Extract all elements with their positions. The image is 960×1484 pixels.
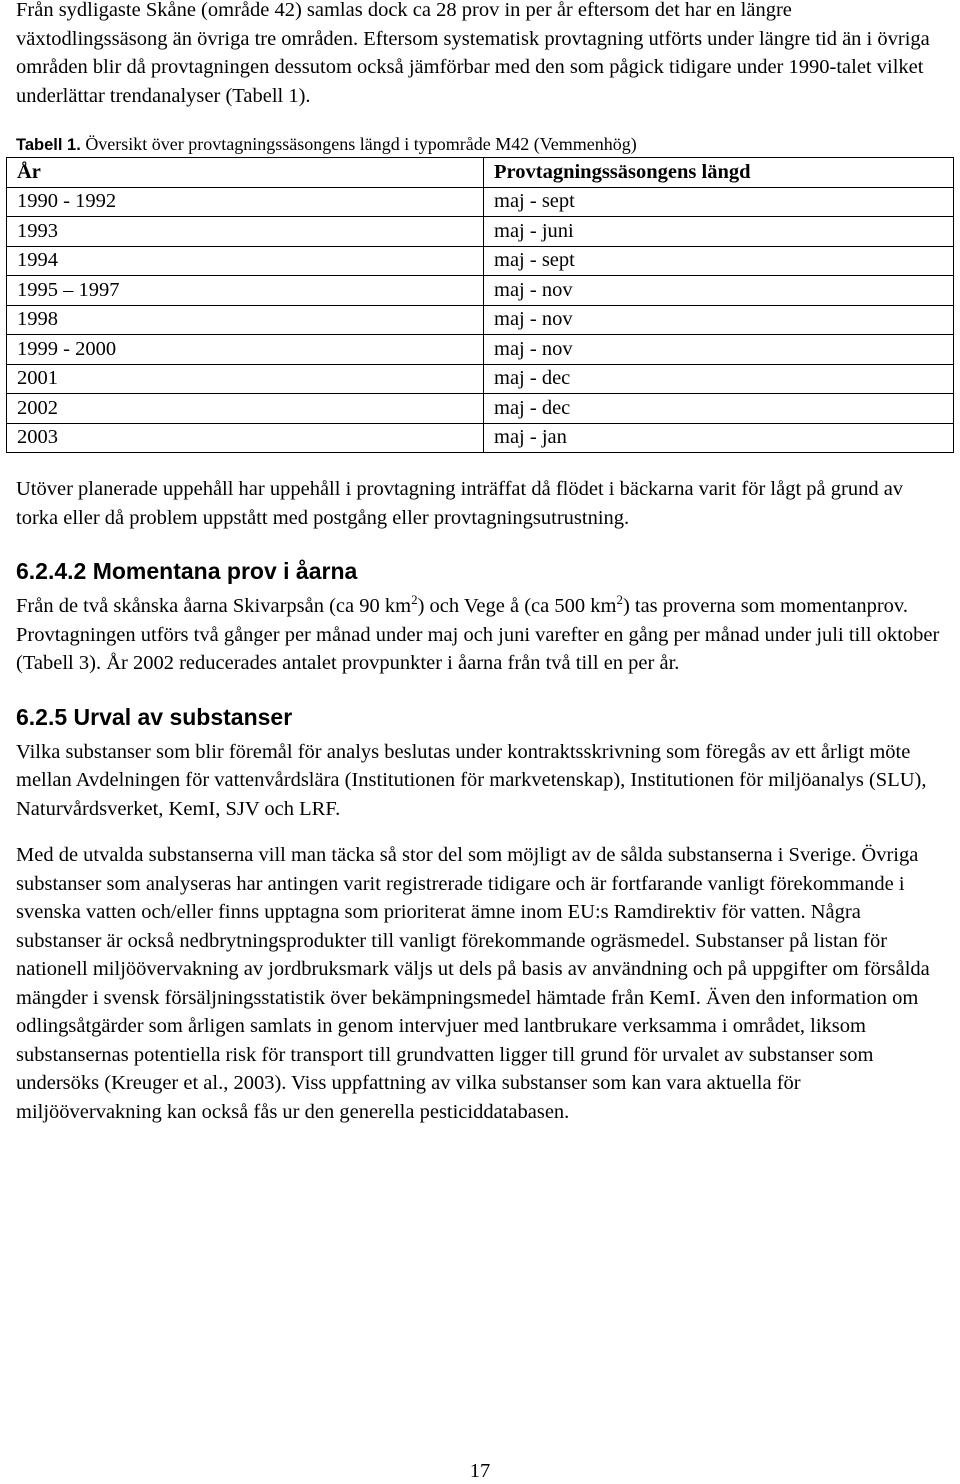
season-cell: maj - nov — [484, 276, 954, 306]
interruptions-paragraph: Utöver planerade uppehåll har uppehåll i provtagning inträffat då flödet i bäckarna varit för lågt på grund av torka eller då problem uppstått med postgång eller provtagningsutrustning. — [16, 478, 904, 529]
year-cell: 1993 — [7, 217, 484, 247]
header-season-length: Provtagningssäsongens längd — [484, 158, 954, 188]
section-heading-6-2-4-2: 6.2.4.2 Momentana prov i åarna — [16, 558, 358, 584]
season-cell: maj - dec — [484, 364, 954, 394]
table-row — [7, 364, 954, 394]
season-cell: maj - sept — [484, 246, 954, 276]
year-cell: 1990 - 1992 — [7, 187, 484, 217]
season-cell: maj - sept — [484, 187, 954, 217]
text-span: ) tas proverna som momentanprov. Provtagningen utförs två gånger per månad under maj och juni varefter en gång per månad under juli till oktober (Tabell 3). År 2002 reducerades antalet provpunkter i åarna från två till en per år. — [16, 595, 940, 674]
season-cell: maj - nov — [484, 305, 954, 335]
substance-selection-paragraph-2: Med de utvalda substanserna vill man täcka så stor del som möjligt av de sålda substanserna i Sverige. Övriga substanser som analyseras har antingen varit registrerade tidigare och är fortfarande vanligt förekommande i svenska vatten och/eller finns upptagna som prioriterat ämne inom EU:s Ramdirektiv för vatten. Några substanser är också nedbrytningsprodukter till vanligt förekommande ogräsmedel. Substanser på listan för nationell miljöövervakning av jordbruksmark väljs ut dels på basis av användning och på uppgifter om försålda mängder i svensk försäljningsstatistik över bekämpningsmedel hämtade från KemI. Även den information om odlingsåtgärder som årligen samlats in genom intervjuer med lantbrukare verksamma i området, liksom substansernas potentiella risk för transport till grundvatten ligger till grund för urvalet av substanser som undersöks (Kreuger et al., 2003). Viss uppfattning av vilka substanser som kan vara aktuella för miljöövervakning kan också fås ur den generella pesticiddatabasen. — [16, 844, 930, 1123]
table-caption-text: Översikt över provtagningssäsongens längd i typområde M42 (Vemmenhög) — [80, 134, 637, 154]
superscript: 2 — [411, 592, 418, 608]
year-cell: 1999 - 2000 — [7, 335, 484, 365]
year-cell: 1998 — [7, 305, 484, 335]
year-cell: 2002 — [7, 394, 484, 424]
table-header-row — [7, 158, 954, 188]
table-row — [7, 394, 954, 424]
table-caption-label: Tabell 1. — [16, 136, 81, 154]
season-cell: maj - dec — [484, 394, 954, 424]
page-number: 17 — [469, 1460, 491, 1482]
year-cell: 2003 — [7, 423, 484, 453]
superscript: 2 — [616, 592, 623, 608]
season-cell: maj - jan — [484, 423, 954, 453]
table-row — [7, 335, 954, 365]
season-cell: maj - nov — [484, 335, 954, 365]
table-row — [7, 187, 954, 217]
momentary-samples-paragraph — [16, 592, 946, 678]
table-row — [7, 276, 954, 306]
year-cell: 2001 — [7, 364, 484, 394]
table-row — [7, 305, 954, 335]
section-heading-6-2-5: 6.2.5 Urval av substanser — [16, 703, 293, 730]
year-cell: 1995 – 1997 — [7, 276, 484, 306]
intro-paragraph: Från sydligaste Skåne (område 42) samlas dock ca 28 prov in per år eftersom det har en längre växtodlingssäsong än övriga tre områden. Eftersom systematisk provtagning utförts under längre tid än i övriga områden blir då provtagningen dessutom också jämförbar med den som pågick tidigare under 1990-talet vilket underlättar trendanalyser (Tabell 1). — [16, 0, 930, 107]
substance-selection-paragraph-1: Vilka substanser som blir föremål för analys beslutas under kontraktsskrivning som föregås av ett årligt möte mellan Avdelningen för vattenvårdslära (Institutionen för markvetenskap), Institutionen för miljöanalys (SLU), Naturvårdsverket, KemI, SJV och LRF. — [16, 740, 927, 820]
text-span: Från de två skånska åarna Skivarpsån (ca 90 km — [16, 595, 412, 617]
table-caption — [16, 133, 946, 156]
text-span: ) och Vege å (ca 500 km — [417, 595, 617, 617]
table-row — [7, 423, 954, 453]
season-cell: maj - juni — [484, 217, 954, 247]
header-year: År — [7, 158, 484, 188]
document-page — [16, 0, 946, 1126]
year-cell: 1994 — [7, 246, 484, 276]
table-row — [7, 246, 954, 276]
table-row — [7, 217, 954, 247]
sampling-season-table — [6, 157, 954, 453]
